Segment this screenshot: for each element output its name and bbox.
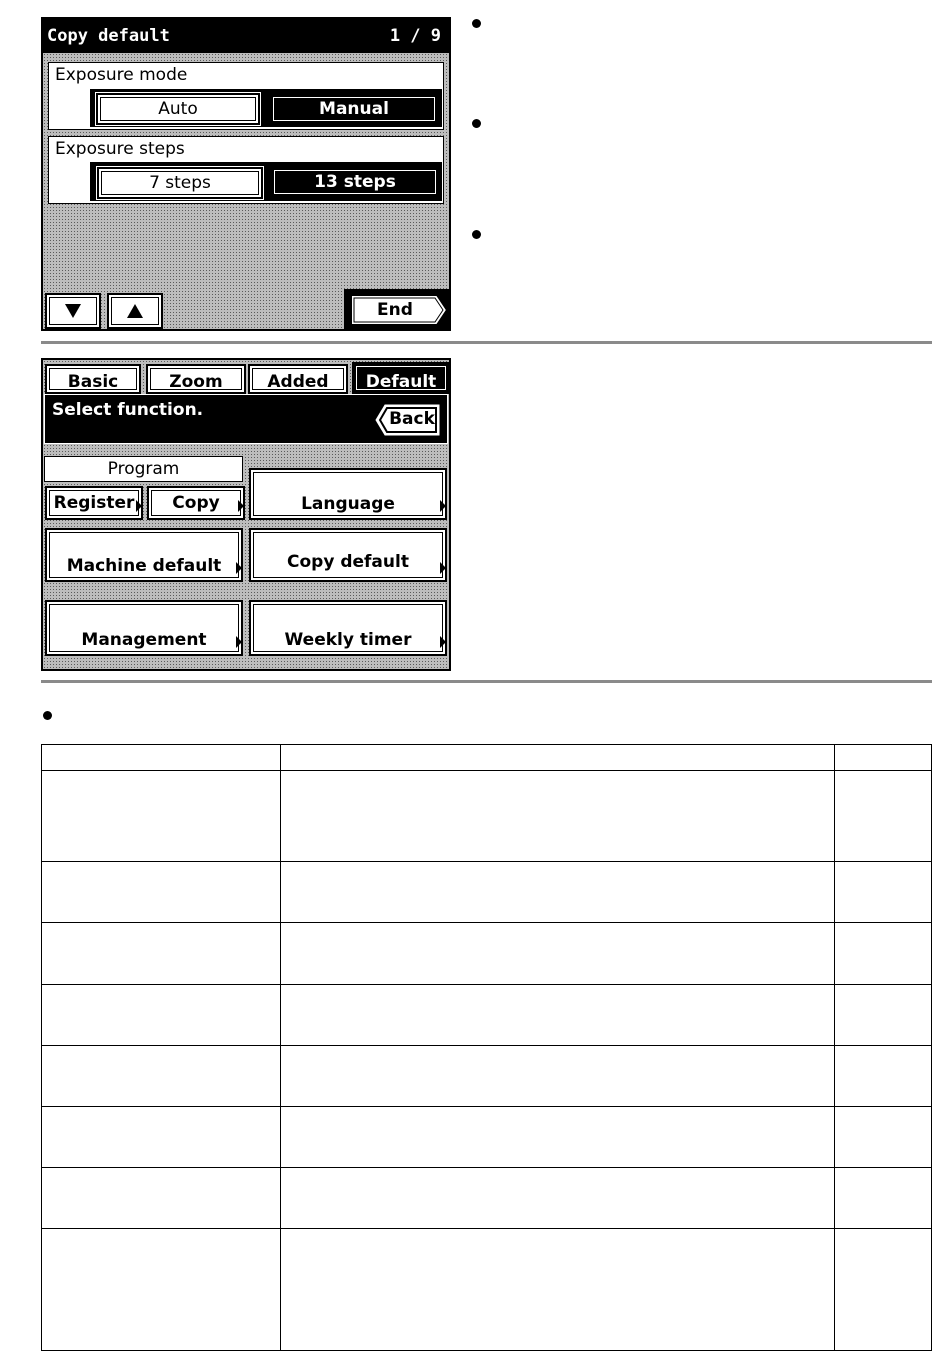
bullet-2 <box>472 119 481 128</box>
copy-default-arrow-icon <box>440 562 446 574</box>
table-header-row <box>42 745 932 771</box>
table-cell <box>280 1046 834 1107</box>
exposure-auto-button[interactable]: Auto <box>96 93 260 125</box>
copy-default-screen <box>41 17 451 331</box>
table-header-cell <box>280 745 834 771</box>
default-function-screen <box>41 358 451 671</box>
scroll-down-button[interactable] <box>45 293 101 329</box>
management-label: Management <box>81 630 207 650</box>
steps-7-button[interactable]: 7 steps <box>97 167 263 199</box>
machine-default-label: Machine default <box>66 556 222 576</box>
program-copy-button[interactable] <box>147 486 245 520</box>
steps-13-button[interactable]: 13 steps <box>270 166 440 198</box>
language-arrow-icon <box>440 500 446 512</box>
screen-title: Copy default <box>47 26 170 46</box>
table-row <box>42 771 932 862</box>
table-row <box>42 1229 932 1351</box>
exposure-steps-label: Exposure steps <box>55 139 185 159</box>
end-button[interactable] <box>349 293 449 327</box>
message-bar <box>44 394 448 444</box>
table-cell <box>42 923 281 985</box>
table-row <box>42 923 932 985</box>
table-cell <box>835 1046 932 1107</box>
table-cell <box>835 1229 932 1351</box>
weekly-timer-button[interactable] <box>249 600 447 656</box>
exposure-mode-label: Exposure mode <box>55 65 188 85</box>
language-label: Language <box>301 494 395 514</box>
language-button[interactable] <box>249 468 447 520</box>
table-cell <box>42 1107 281 1168</box>
weekly-timer-label: Weekly timer <box>284 630 412 650</box>
management-arrow-icon <box>236 636 242 648</box>
table-cell <box>280 985 834 1046</box>
program-copy-label: Copy <box>172 493 220 513</box>
table-cell <box>280 923 834 985</box>
table-cell <box>280 1107 834 1168</box>
table-cell <box>42 862 281 923</box>
table-cell <box>835 771 932 862</box>
table-row <box>42 1046 932 1107</box>
table-row <box>42 1107 932 1168</box>
table-cell <box>42 1229 281 1351</box>
table-cell <box>280 1168 834 1229</box>
table-header-cell <box>835 745 932 771</box>
table-cell <box>835 923 932 985</box>
up-arrow-icon <box>126 303 144 319</box>
management-button[interactable] <box>45 600 243 656</box>
table-row <box>42 985 932 1046</box>
scroll-up-button[interactable] <box>107 293 163 329</box>
table-cell <box>280 862 834 923</box>
table-cell <box>835 862 932 923</box>
end-label: End <box>377 300 413 320</box>
copy-default-button[interactable] <box>249 528 447 582</box>
register-label: Register <box>53 493 135 513</box>
program-label: Program <box>107 459 180 479</box>
table-header-cell <box>42 745 281 771</box>
table-cell <box>835 1168 932 1229</box>
page-indicator: 1 / 9 <box>389 26 441 46</box>
bullet-1 <box>472 19 481 28</box>
back-button[interactable] <box>375 403 441 437</box>
bullet-4 <box>43 711 52 720</box>
weekly-timer-arrow-icon <box>440 636 446 648</box>
table-cell <box>42 1168 281 1229</box>
table-cell <box>42 985 281 1046</box>
table-cell <box>280 1229 834 1351</box>
exposure-manual-button[interactable]: Manual <box>269 93 439 125</box>
back-label: Back <box>389 409 435 429</box>
tab-added[interactable]: Added <box>248 364 348 394</box>
table-row <box>42 1168 932 1229</box>
table-cell <box>42 1046 281 1107</box>
section-divider-1 <box>41 341 932 344</box>
table-cell <box>42 771 281 862</box>
register-button[interactable] <box>45 486 143 520</box>
table-row <box>42 862 932 923</box>
tab-zoom[interactable]: Zoom <box>146 364 246 394</box>
screen-title-bar <box>43 19 449 53</box>
bullet-3 <box>472 230 481 239</box>
machine-default-arrow-icon <box>236 562 242 574</box>
down-arrow-icon <box>64 303 82 319</box>
tab-basic[interactable]: Basic <box>45 364 141 394</box>
copy-default-label: Copy default <box>287 552 409 572</box>
copy-arrow-icon <box>238 500 244 512</box>
register-arrow-icon <box>136 500 142 512</box>
table-cell <box>835 985 932 1046</box>
program-header <box>44 456 243 482</box>
machine-default-button[interactable] <box>45 528 243 582</box>
section-divider-2 <box>41 680 932 683</box>
table-cell <box>280 771 834 862</box>
table-cell <box>835 1107 932 1168</box>
select-function-message: Select function. <box>52 400 204 420</box>
tab-default[interactable]: Default <box>352 362 450 394</box>
settings-table <box>41 744 932 1351</box>
